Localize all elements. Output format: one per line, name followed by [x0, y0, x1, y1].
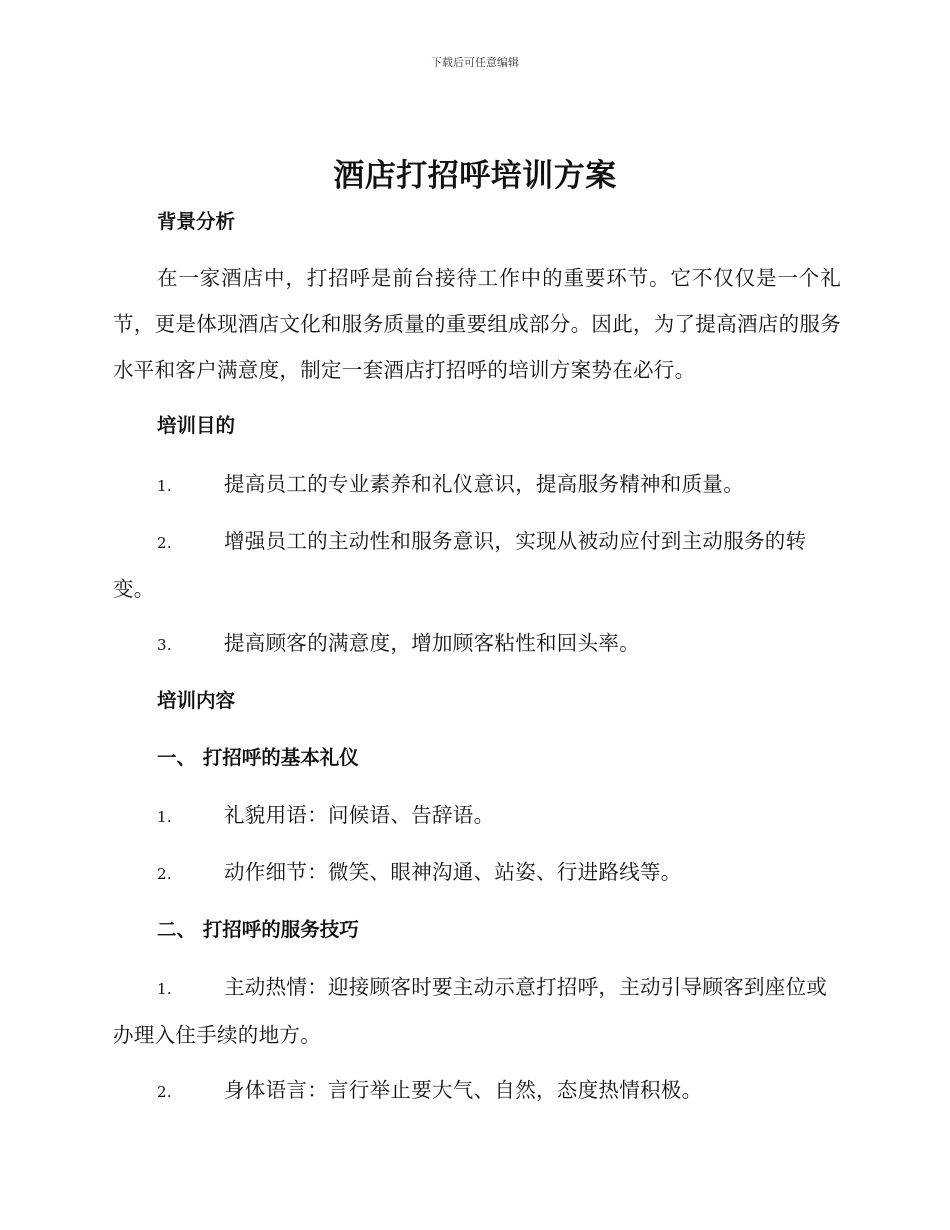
content-item-text: 动作细节：微笑、眼神沟通、站姿、行进路线等。 [224, 860, 682, 884]
heading-content: 培训内容 [157, 689, 236, 712]
content-item-number: 1. [157, 808, 172, 826]
content-item [113, 1067, 841, 1115]
content-item [113, 849, 841, 897]
content-item-number: 2. [157, 1083, 172, 1101]
goal-item-text: 提高顾客的满意度，增加顾客粘性和回头率。 [224, 631, 640, 655]
heading-part1: 一、 打招呼的基本礼仪 [157, 746, 359, 769]
content-item-number: 1. [157, 980, 172, 998]
header-note: 下载后可任意编辑 [431, 56, 519, 69]
goal-item-text: 提高员工的专业素养和礼仪意识，提高服务精神和质量。 [224, 472, 744, 496]
heading-part2: 二、 打招呼的服务技巧 [157, 918, 359, 941]
goal-item [113, 518, 841, 612]
content-item-text: 主动热情：迎接顾客时要主动示意打招呼，主动引导顾客到座位或办理入住手续的地方。 [113, 975, 828, 1047]
background-paragraph: 在一家酒店中，打招呼是前台接待工作中的重要环节。它不仅仅是一个礼节，更是体现酒店文化和服务质量的重要组成部分。因此，为了提高酒店的服务水平和客户满意度，制定一套酒店打招呼的培训方案势在必行。 [113, 266, 841, 382]
document-title: 酒店打招呼培训方案 [333, 158, 617, 194]
goal-item-number: 2. [157, 534, 172, 552]
content-item-text: 礼貌用语：问候语、告辞语。 [224, 803, 495, 827]
content-item [113, 792, 841, 840]
content-item-text: 身体语言：言行举止要大气、自然，态度热情积极。 [224, 1078, 703, 1102]
heading-background: 背景分析 [157, 210, 236, 233]
goal-item-number: 3. [157, 636, 172, 654]
goal-item-number: 1. [157, 477, 172, 495]
content-item [113, 964, 841, 1058]
goal-item [113, 461, 841, 509]
goal-item-text: 增强员工的主动性和服务意识，实现从被动应付到主动服务的转变。 [113, 529, 807, 601]
heading-goals: 培训目的 [157, 414, 236, 437]
content-item-number: 2. [157, 865, 172, 883]
goal-item [113, 620, 841, 668]
